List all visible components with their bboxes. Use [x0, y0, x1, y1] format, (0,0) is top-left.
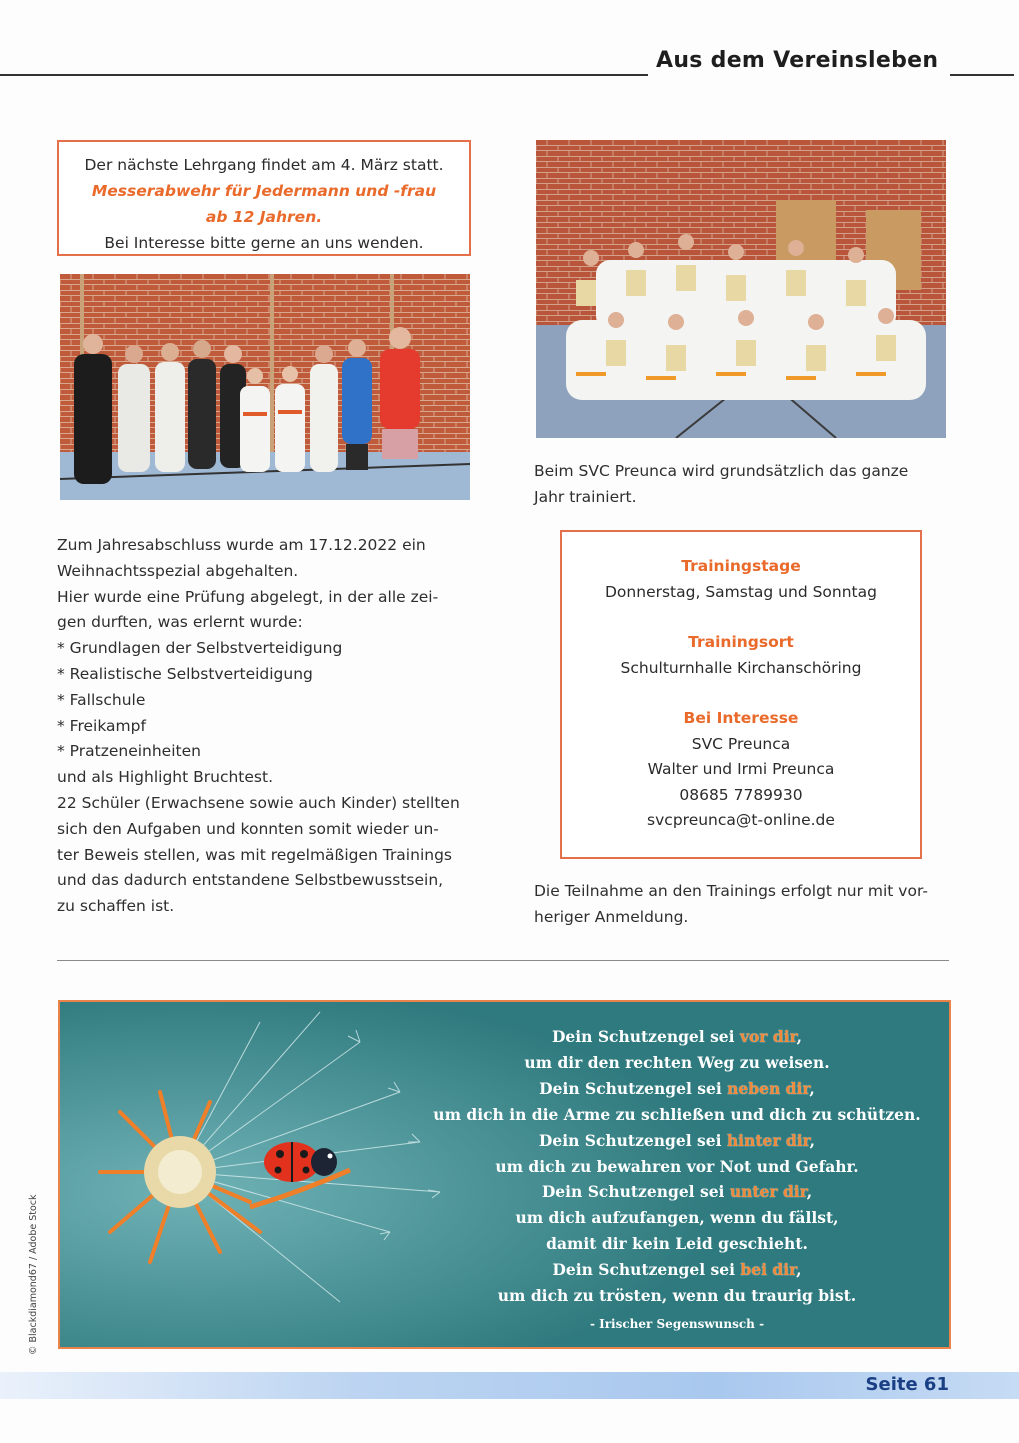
poem-line: Dein Schutzengel sei neben dir, [539, 1078, 815, 1098]
caption-line: Jahr trainiert. [534, 487, 637, 506]
contact-phone: 08685 7789930 [679, 785, 803, 804]
training-days-heading: Trainingstage [681, 557, 801, 575]
text-line: Hier wurde eine Prüfung abgelegt, in der alle zei- [57, 587, 439, 606]
poem-line: um dich zu bewahren vor Not und Gefahr. [495, 1156, 859, 1176]
training-place-heading: Trainingsort [688, 633, 794, 651]
blessing-banner [58, 1000, 951, 1349]
list-item: * Grundlagen der Selbstverteidigung [57, 639, 343, 658]
text-line: und als Highlight Bruchtest. [57, 768, 273, 787]
course-notice-box [57, 140, 471, 256]
poem-line: Dein Schutzengel sei bei dir, [552, 1260, 802, 1280]
poem-highlight: neben dir [727, 1078, 810, 1098]
image-credit: © Blackdiamond67 / Adobe Stock [28, 1194, 39, 1355]
poem-line: Dein Schutzengel sei vor dir, [551, 1027, 803, 1046]
note-line: Die Teilnahme an den Trainings erfolgt nur mit vor- [534, 882, 928, 900]
text-line: ter Beweis stellen, was mit regelmäßigen Trainings [57, 845, 452, 864]
notice-contact-line: Bei Interesse bitte gerne an uns wenden. [104, 234, 424, 252]
text-line: gen durften, was erlernt wurde: [57, 613, 303, 632]
training-place-value: Schulturnhalle Kirchanschöring [620, 658, 862, 677]
notice-line: Der nächste Lehrgang findet am 4. März statt. [84, 156, 444, 174]
poem-highlight: vor dir [739, 1027, 797, 1046]
text-line: Weihnachtsspezial abgehalten. [57, 561, 299, 580]
poem-highlight: unter dir [729, 1182, 807, 1202]
report-text [57, 533, 472, 920]
list-item: * Fallschule [57, 690, 146, 709]
blessing-poem [427, 1024, 927, 1339]
poem-highlight: bei dir [740, 1260, 797, 1280]
poem-highlight: hinter dir [726, 1130, 810, 1150]
list-item: * Realistische Selbstverteidigung [57, 664, 313, 683]
notice-age: ab 12 Jahren. [205, 208, 323, 226]
notice-course-title: Messerabwehr für Jedermann und -frau [91, 182, 437, 200]
section-divider [57, 960, 949, 961]
list-item: * Pratzeneinheiten [57, 742, 201, 761]
poem-line: um dich zu trösten, wenn du traurig bist. [497, 1286, 857, 1306]
poem-line: um dich aufzufangen, wenn du fällst, [515, 1208, 839, 1228]
note-line: heriger Anmeldung. [534, 907, 689, 926]
text-line: zu schaffen ist. [57, 897, 175, 916]
contact-heading: Bei Interesse [683, 709, 799, 727]
contact-email: svcpreunca@t-online.de [647, 811, 835, 829]
list-item: * Freikampf [57, 716, 146, 735]
training-info-box [560, 530, 922, 859]
registration-note [534, 879, 948, 931]
poem-attribution: - Irischer Segenswunsch - [589, 1316, 765, 1331]
text-line: sich den Aufgaben und konnten somit wieder un- [57, 819, 439, 838]
section-title: Aus dem Vereinsleben [656, 48, 939, 73]
header-rule-left [0, 74, 648, 76]
poem-line: um dich in die Arme zu schließen und dich zu schützen. [433, 1104, 921, 1124]
training-days-value: Donnerstag, Samstag und Sonntag [605, 582, 877, 601]
poem-line: damit dir kein Leid geschieht. [546, 1234, 808, 1254]
text-line: und das dadurch entstandene Selbstbewusstsein, [57, 871, 444, 890]
caption-line: Beim SVC Preunca wird grundsätzlich das ganze [534, 462, 909, 480]
group-photo-certificates [536, 140, 946, 438]
poem-line: Dein Schutzengel sei unter dir, [541, 1182, 813, 1202]
text-line: Zum Jahresabschluss wurde am 17.12.2022 ein [57, 536, 426, 554]
contact-club: SVC Preunca [691, 734, 791, 753]
poem-line: um dir den rechten Weg zu weisen. [524, 1052, 830, 1072]
text-line: 22 Schüler (Erwachsene sowie auch Kinder) stellten [57, 793, 460, 812]
contact-names: Walter und Irmi Preunca [647, 760, 835, 778]
group-photo-exam [60, 274, 470, 500]
header-rule-right [950, 74, 1014, 76]
photo-caption [534, 459, 948, 511]
page-number: Seite 61 [865, 1374, 949, 1395]
poem-line: Dein Schutzengel sei hinter dir, [538, 1130, 816, 1150]
